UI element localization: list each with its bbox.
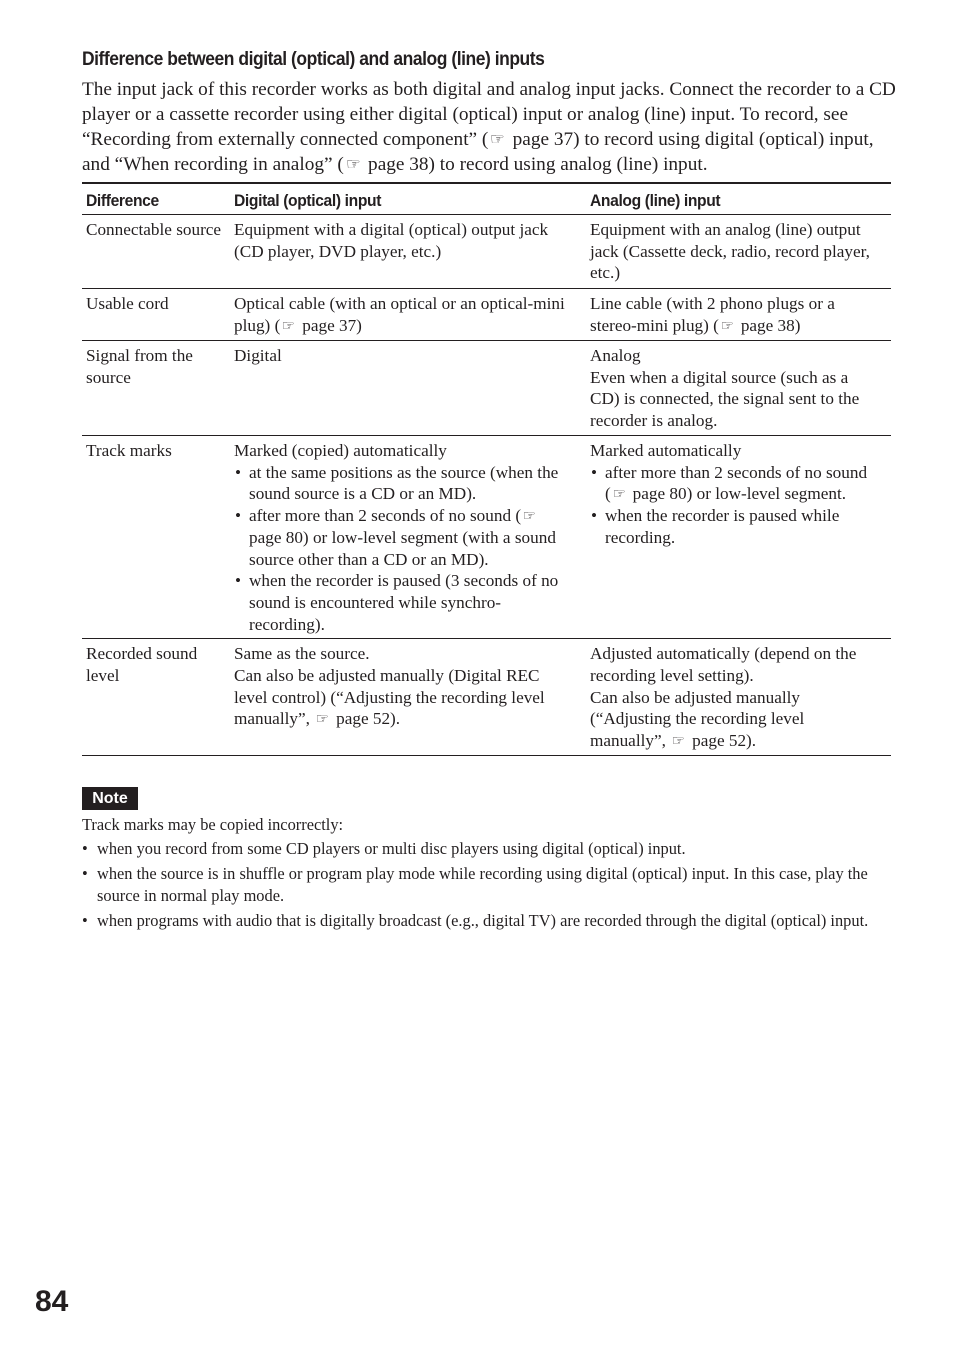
list-item: • at the same positions as the source (when the sound source is a CD or an MD). (234, 462, 568, 505)
cell-heading: Marked automatically (590, 441, 742, 460)
bullet-list (590, 462, 875, 549)
header-difference: Difference (82, 183, 230, 215)
digital-cell (230, 436, 586, 639)
intro-paragraph (82, 78, 897, 178)
note-badge: Note (82, 787, 138, 810)
digital-cell: Same as the source. Can also be adjusted manually (Digital REC level control) (“Adjusting the recording level manually”, ☞ page 52). (230, 639, 586, 756)
cell-heading: Marked (copied) automatically (234, 441, 447, 460)
list-item: • when the source is in shuffle or program play mode while recording using digital (optical) input. In this case, play the source in normal play mode. (82, 863, 897, 907)
intro-text-3: page 38) to record using analog (line) input. (363, 153, 708, 175)
list-item: • when programs with audio that is digitally broadcast (e.g., digital TV) are recorded through the digital (optical) input. (82, 910, 897, 932)
pointing-hand-icon: ☞ (612, 485, 626, 503)
intro-text-1: The input jack of this recorder works as both digital and analog input jacks. Connect the recorder to a CD player or a cassette recorder using either digital (optical) input or analog (line) input. To record, see “Recording from externally connected component” ( (82, 79, 896, 150)
row-label: Usable cord (82, 289, 230, 341)
pointing-hand-icon: ☞ (522, 507, 536, 525)
pointing-hand-icon: ☞ (315, 710, 330, 728)
list-item: • when you record from some CD players or multi disc players using digital (optical) input. (82, 838, 897, 860)
table-row (82, 289, 891, 341)
list-item: • when the recorder is paused while recording. (590, 505, 875, 548)
row-label: Connectable source (82, 215, 230, 289)
table-row (82, 436, 891, 639)
pointing-hand-icon: ☞ (671, 732, 686, 750)
analog-cell: Line cable (with 2 phono plugs or a stereo-mini plug) ( ☞ page 38) (586, 289, 891, 341)
row-label: Signal from the source (82, 341, 230, 436)
intro-text-2: page 37) to record using digital (optical) input, and “When recording in analog” ( (82, 128, 874, 175)
digital-cell: Digital (230, 341, 586, 436)
note-intro: Track marks may be copied incorrectly: (82, 815, 344, 834)
table-row (82, 341, 891, 436)
pointing-hand-icon: ☞ (490, 129, 505, 149)
table-row (82, 215, 891, 289)
table-row (82, 639, 891, 756)
row-label: Track marks (82, 436, 230, 639)
note-list (82, 838, 897, 935)
analog-cell: Equipment with an analog (line) output jack (Cassette deck, radio, record player, etc.) (586, 215, 891, 289)
digital-cell: Optical cable (with an optical or an optical-mini plug) ( ☞ page 37) (230, 289, 586, 341)
list-item: • when the recorder is paused (3 seconds of no sound is encountered while synchro-recording). (234, 570, 568, 635)
header-analog: Analog (line) input (586, 183, 891, 215)
bullet-list (234, 462, 568, 636)
analog-line: Analog (590, 346, 641, 365)
pointing-hand-icon: ☞ (720, 316, 734, 334)
analog-cell: Adjusted automatically (depend on the recording level setting). Can also be adjusted manually (“Adjusting the recording level manually”, ☞ page 52). (586, 639, 891, 756)
pointing-hand-icon: ☞ (282, 316, 296, 334)
pointing-hand-icon: ☞ (345, 154, 361, 174)
list-item: • after more than 2 seconds of no sound ( ☞ page 80) or low-level segment (with a sound source other than a CD or an MD). (234, 505, 568, 570)
page-number: 84 (35, 1285, 69, 1318)
row-label: Recorded sound level (82, 639, 230, 756)
analog-cell (586, 436, 891, 639)
section-heading: Difference between digital (optical) and analog (line) inputs (82, 49, 545, 70)
analog-cell (586, 341, 891, 436)
list-item: • after more than 2 seconds of no sound ( ☞ page 80) or low-level segment. (590, 462, 875, 505)
digital-cell: Equipment with a digital (optical) output jack (CD player, DVD player, etc.) (230, 215, 586, 289)
table-header-row (82, 183, 891, 215)
header-digital: Digital (optical) input (230, 183, 586, 215)
analog-line: Even when a digital source (such as a CD) is connected, the signal sent to the recorder is analog. (590, 367, 860, 431)
comparison-table (82, 182, 891, 756)
